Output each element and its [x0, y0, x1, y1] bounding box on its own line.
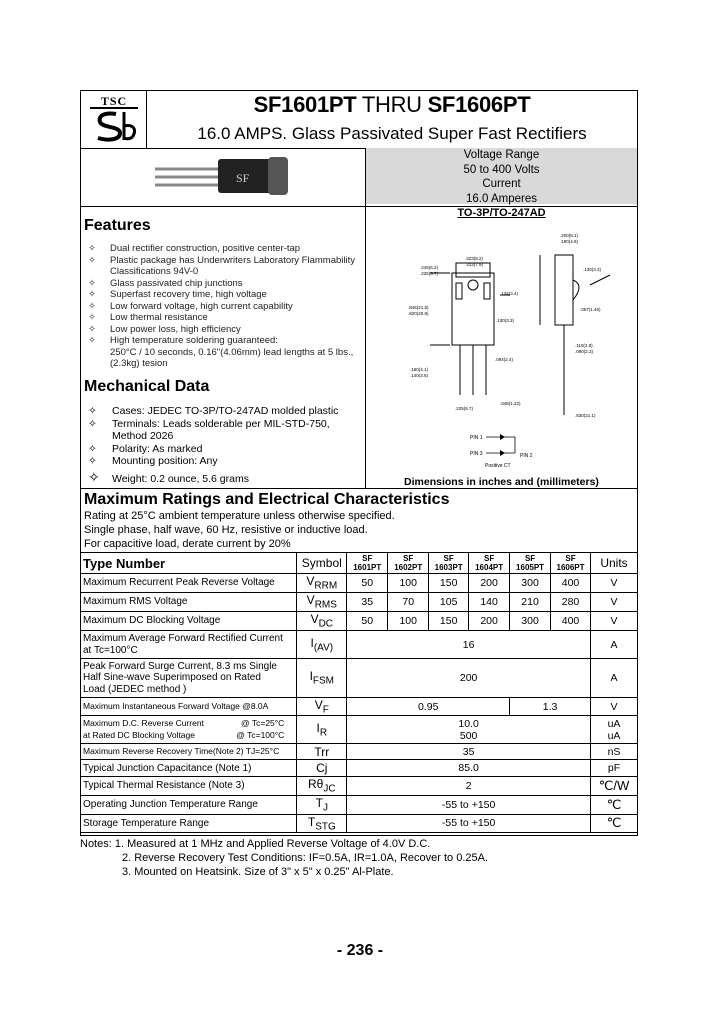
package-name: TO-3P/TO-247AD: [457, 207, 546, 219]
logo-symbol-icon: [86, 106, 142, 146]
table-cell: uA uA: [591, 716, 638, 744]
dimension-drawing: [400, 225, 635, 475]
feature-item: ✧ Low power loss, high efficiency: [88, 323, 241, 335]
table-cell: 50: [347, 612, 388, 631]
table-cell: Maximum RMS Voltage: [81, 593, 297, 612]
spec-box: [366, 148, 637, 204]
svg-text:.090(2.3): .090(2.3): [575, 349, 594, 354]
table-row: [81, 631, 638, 659]
ratings-rule: [80, 488, 638, 489]
side-view-body: [555, 255, 573, 325]
svg-text:.313(7.9): .313(7.9): [465, 262, 484, 267]
mechanical-item: Method 2026: [112, 430, 174, 442]
table-cell: V: [591, 593, 638, 612]
table-cell: Maximum DC Blocking Voltage: [81, 612, 297, 631]
title-part2: SF1606PT: [427, 92, 531, 117]
package-tab: [268, 157, 288, 195]
svg-text:.225(5.7): .225(5.7): [455, 406, 474, 411]
table-cell: $I_{FSM}$: [297, 659, 347, 698]
table-cell: Maximum Reverse Recovery Time(Note 2) TJ=25°C: [81, 744, 297, 760]
dimensions-caption: Dimensions in inches and (millimeters): [404, 476, 599, 488]
title-part1: SF1601PT: [253, 92, 357, 117]
table-row: [81, 593, 638, 612]
table-cell: -55 to +150: [347, 795, 591, 814]
mechanical-item: ✧ Weight: 0.2 ounce, 5.6 grams: [88, 468, 249, 485]
table-cell: 35: [347, 744, 591, 760]
mechanical-item: ✧ Terminals: Leads solderable per MIL-STD-750,: [88, 417, 330, 430]
pin2-label: PIN 2: [520, 453, 533, 459]
note-2: 2. Reverse Recovery Test Conditions: IF=0.5A, IR=1.0A, Recover to 0.25A.: [122, 852, 489, 864]
part-header: SF 1603PT: [429, 553, 469, 574]
table-cell: $I_{(AV)}$: [297, 631, 347, 659]
table-cell: Peak Forward Surge Current, 8.3 ms Single Half Sine-wave Superimposed on Rated Load (JEDEC method ): [81, 659, 297, 698]
table-row: [81, 659, 638, 698]
table-cell: $V_F$: [297, 698, 347, 716]
table-cell: Typical Junction Capacitance (Note 1): [81, 760, 297, 777]
table-cell: 10.0 500: [347, 716, 591, 744]
svg-text:.094(2.4): .094(2.4): [495, 357, 514, 362]
voltage-range-value: 50 to 400 Volts: [463, 163, 540, 176]
table-cell: $T_J$: [297, 795, 347, 814]
table-cell: 1.3: [510, 698, 591, 716]
part-header: SF 1606PT: [551, 553, 591, 574]
table-cell: 280: [551, 593, 591, 612]
table-header-row: [81, 553, 638, 574]
note-3: 3. Mounted on Heatsink. Size of 3" x 5" x 0.25" Al-Plate.: [122, 866, 394, 878]
table-cell: V: [591, 698, 638, 716]
table-cell: 0.95: [347, 698, 510, 716]
table-cell: Storage Temperature Range: [81, 814, 297, 832]
type-number-header: Type Number: [81, 553, 297, 574]
mechanical-list: [88, 405, 338, 485]
table-cell: 210: [510, 593, 551, 612]
table-cell: 200: [469, 612, 510, 631]
table-cell: pF: [591, 760, 638, 777]
table-cell: V: [591, 574, 638, 593]
svg-text:.323(8.2): .323(8.2): [465, 256, 484, 261]
symbol-header: Symbol: [297, 553, 347, 574]
feature-item: Classifications 94V-0: [110, 266, 199, 277]
svg-text:.048(1.22): .048(1.22): [500, 401, 521, 406]
table-cell: Trr: [297, 744, 347, 760]
table-cell: Typical Thermal Resistance (Note 3): [81, 777, 297, 795]
feature-item: ✧ Glass passivated chip junctions: [88, 277, 243, 289]
feature-item: ✧ Low forward voltage, high current capability: [88, 300, 293, 312]
part-header: SF 1604PT: [469, 553, 510, 574]
mechanical-heading: Mechanical Data: [84, 378, 210, 395]
svg-text:.057(1.45): .057(1.45): [580, 307, 601, 312]
svg-text:.820(20.8): .820(20.8): [408, 311, 429, 316]
positive-ct-label: Positive CT: [485, 463, 511, 469]
table-cell: $T_{STG}$: [297, 814, 347, 832]
pin3-label: PIN 3: [470, 451, 483, 457]
table-cell: 400: [551, 574, 591, 593]
table-cell: 105: [429, 593, 469, 612]
table-row: [81, 612, 638, 631]
package-photo: [150, 155, 300, 200]
table-cell: $R\theta_{JC}$: [297, 777, 347, 795]
ratings-heading: Maximum Ratings and Electrical Characteristics: [84, 491, 450, 508]
table-cell: 100: [388, 612, 429, 631]
table-cell: V: [591, 612, 638, 631]
svg-text:.130(3.3): .130(3.3): [583, 267, 602, 272]
table-cell: 70: [388, 593, 429, 612]
table-cell: Operating Junction Temperature Range: [81, 795, 297, 814]
voltage-range-label: Voltage Range: [463, 149, 540, 161]
table-cell: Maximum D.C. Reverse Current @ Tc=25°C at Rated DC Blocking Voltage @ Tc=100°C: [81, 716, 297, 744]
body-outline: [452, 273, 494, 345]
table-cell: 200: [347, 659, 591, 698]
page-title: [147, 92, 637, 118]
logo-text: TSC: [100, 94, 128, 108]
feature-item: ✧ Superfast recovery time, high voltage: [88, 289, 267, 300]
table-row: [81, 698, 638, 716]
table-cell: $V_{DC}$: [297, 612, 347, 631]
feature-item: 250°C / 10 seconds, 0.16"(4.06mm) lead lengths at 5 lbs.,: [110, 346, 354, 358]
svg-text:.110(2.8): .110(2.8): [575, 343, 593, 348]
table-row: [81, 760, 638, 777]
current-label: Current: [482, 178, 521, 190]
table-row: [81, 744, 638, 760]
table-cell: 85.0: [347, 760, 591, 777]
table-cell: 300: [510, 574, 551, 593]
units-header: Units: [591, 553, 638, 574]
svg-text:.134(3.4): .134(3.4): [500, 291, 519, 296]
svg-text:.130(3.3): .130(3.3): [496, 318, 515, 323]
table-cell: 2: [347, 777, 591, 795]
table-cell: 150: [429, 574, 469, 593]
mechanical-item: ✧ Mounting position: Any: [88, 455, 218, 467]
current-value: 16.0 Amperes: [466, 192, 537, 205]
table-cell: A: [591, 631, 638, 659]
table-cell: ℃: [591, 795, 638, 814]
mechanical-item: ✧ Cases: JEDEC TO-3P/TO-247AD molded plastic: [88, 405, 339, 417]
table-cell: A: [591, 659, 638, 698]
features-heading: Features: [84, 217, 151, 234]
svg-text:.140(3.6): .140(3.6): [410, 373, 429, 378]
table-cell: ℃: [591, 814, 638, 832]
table-cell: 50: [347, 574, 388, 593]
svg-text:.245(6.2): .245(6.2): [420, 265, 439, 270]
table-cell: nS: [591, 744, 638, 760]
table-cell: Maximum Recurrent Peak Reverse Voltage: [81, 574, 297, 593]
ratings-note-1: Rating at 25°C ambient temperature unless otherwise specified.: [84, 510, 395, 522]
tsc-logo: [86, 94, 142, 146]
pin1-label: PIN 1: [470, 435, 483, 441]
table-cell: Maximum Instantaneous Forward Voltage @8.0A: [81, 698, 297, 716]
table-row: [81, 814, 638, 832]
table-cell: -55 to +150: [347, 814, 591, 832]
table-cell: 300: [510, 612, 551, 631]
svg-text:.830(21.1): .830(21.1): [575, 413, 596, 418]
feature-item: (2.3kg) tesion: [110, 358, 168, 369]
table-cell: 100: [388, 574, 429, 593]
table-cell: $V_{RRM}$: [297, 574, 347, 593]
table-cell: $I_R$: [297, 716, 347, 744]
table-cell: Maximum Average Forward Rectified Current at Tc=100°C: [81, 631, 297, 659]
svg-text:.190(4.8): .190(4.8): [560, 239, 579, 244]
ratings-note-2: Single phase, half wave, 60 Hz, resistive or inductive load.: [84, 524, 368, 536]
svg-text:.845(21.5): .845(21.5): [408, 305, 429, 310]
table-row: [81, 777, 638, 795]
table-row: [81, 716, 638, 744]
mounting-hole: [468, 280, 478, 290]
part-header: SF 1602PT: [388, 553, 429, 574]
table-cell: $V_{RMS}$: [297, 593, 347, 612]
feature-item: ✧ Low thermal resistance: [88, 312, 208, 323]
feature-item: ✧ Dual rectifier construction, positive center-tap: [88, 243, 301, 254]
table-cell: 16: [347, 631, 591, 659]
ratings-table: [80, 552, 638, 833]
feature-item: ✧ Plastic package has Underwriters Laboratory Flammability: [88, 254, 355, 266]
table-cell: 400: [551, 612, 591, 631]
feature-item: ✧ High temperature soldering guaranteed:: [88, 335, 278, 346]
pin-schematic: [470, 434, 533, 469]
table-row: [81, 795, 638, 814]
title-thru: THRU: [356, 92, 428, 117]
page-number: - 236 -: [336, 942, 384, 959]
table-cell: 200: [469, 574, 510, 593]
svg-text:.225(5.7): .225(5.7): [420, 271, 439, 276]
svg-text:.200(5.1): .200(5.1): [560, 233, 579, 238]
package-leads: [155, 169, 220, 185]
table-cell: ℃/W: [591, 777, 638, 795]
note-1: Notes: 1. Measured at 1 MHz and Applied Reverse Voltage of 4.0V D.C.: [80, 838, 431, 850]
diode1-icon: [500, 434, 505, 440]
table-cell: 35: [347, 593, 388, 612]
page-subtitle: 16.0 AMPS. Glass Passivated Super Fast Rectifiers: [197, 124, 587, 143]
part-header: SF 1601PT: [347, 553, 388, 574]
ratings-note-3: For capacitive load, derate current by 20%: [84, 538, 291, 550]
part-header: SF 1605PT: [510, 553, 551, 574]
notes: [80, 837, 488, 879]
table-cell: Cj: [297, 760, 347, 777]
features-list: [88, 243, 355, 370]
package-mark: SF: [236, 171, 250, 185]
mechanical-item: ✧ Polarity: As marked: [88, 442, 203, 455]
table-cell: 140: [469, 593, 510, 612]
svg-text:.160(4.1): .160(4.1): [410, 367, 429, 372]
diode2-icon: [500, 450, 505, 456]
table-row: [81, 574, 638, 593]
table-cell: 150: [429, 612, 469, 631]
